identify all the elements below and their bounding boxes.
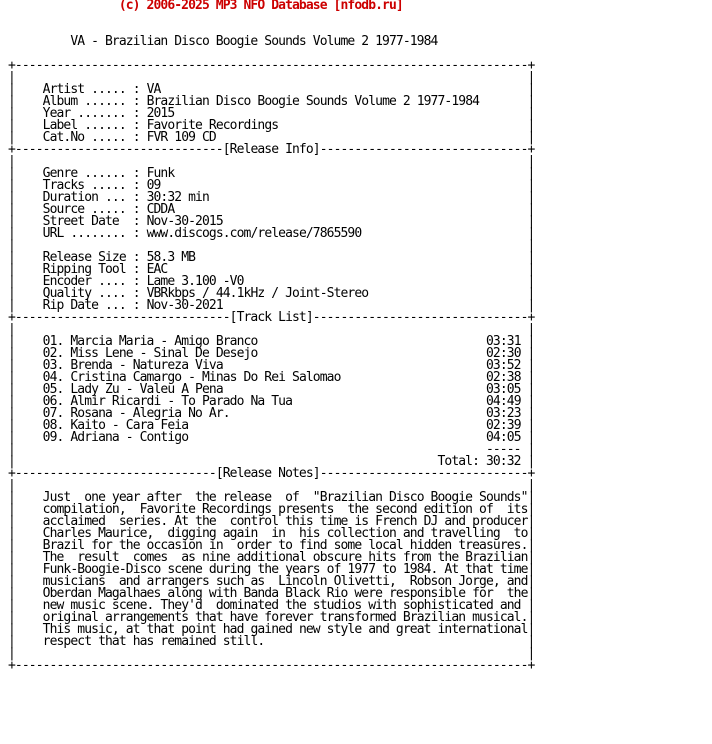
total-separator: ----- xyxy=(485,442,521,457)
notes-line: | original arrangements that have forever transformed Brazilian musical.| xyxy=(8,610,535,625)
section-separator: +------------------------------[Release Info]------------------------------+ xyxy=(8,142,535,157)
info-label: Genre ...... xyxy=(42,166,126,181)
notes-line: | acclaimed series. At the control this time is French DJ and producer| xyxy=(8,514,535,529)
total-separator-line: | ----- | xyxy=(8,442,535,457)
site-banner: (c) 2006-2025 MP3 NFO Database [nfodb.ru] xyxy=(118,0,403,13)
track-duration: 04:05 xyxy=(485,430,521,445)
release-notes-text: respect that has remained still. xyxy=(42,634,265,649)
notes-line: | Brazil for the occasion in order to find some local hidden treasures.| xyxy=(8,538,535,553)
release-notes-text: compilation, Favorite Recordings presents the second edition of its xyxy=(42,502,528,517)
info-value: Brazilian Disco Boogie Sounds Volume 2 1977-1984 xyxy=(146,94,480,109)
track-title: 08. Kaito - Cara Feia xyxy=(42,418,189,433)
release-notes-text: Funk-Boogie-Disco scene during the years of 1977 to 1984. At that time xyxy=(42,562,528,577)
track-title: 05. Lady Zu - Valeu A Pena xyxy=(42,382,223,397)
info-row: | Encoder .... : Lame 3.100 -V0 | xyxy=(8,274,535,289)
blank-line: | | xyxy=(8,238,535,253)
track-title: 02. Miss Lene - Sinal De Desejo xyxy=(42,346,258,361)
title-line xyxy=(8,36,534,48)
notes-line: | new music scene. They'd dominated the studios with sophisticated and | xyxy=(8,598,535,613)
release-notes-text: Just one year after the release of "Brazilian Disco Boogie Sounds" xyxy=(42,490,528,505)
track-row: | 03. Brenda - Natureza Viva 03:52 | xyxy=(8,358,535,373)
info-row: | Year ....... : 2015 | xyxy=(8,106,535,121)
info-value: EAC xyxy=(146,262,168,277)
info-row: | Cat.No ..... : FVR 109 CD | xyxy=(8,130,535,145)
release-notes-text: new music scene. They'd dominated the studios with sophisticated and xyxy=(42,598,521,613)
info-row: | Ripping Tool : EAC | xyxy=(8,262,535,277)
blank-line: | | xyxy=(8,646,535,661)
release-notes-text: This music, at that point had gained new style and great international xyxy=(42,622,528,637)
info-label: Source ..... xyxy=(42,202,126,217)
blank-line xyxy=(8,12,534,24)
track-row: | 07. Rosana - Alegria No Ar. 03:23 | xyxy=(8,406,535,421)
box-border: +--------------------------------------------------------------------------+ xyxy=(8,58,535,73)
track-title: 01. Marcia Maria - Amigo Branco xyxy=(42,334,258,349)
track-title: 04. Cristina Camargo - Minas Do Rei Salomao xyxy=(42,370,341,385)
release-title: VA - Brazilian Disco Boogie Sounds Volume 2 1977-1984 xyxy=(70,34,438,49)
info-label: Album ...... xyxy=(42,94,126,109)
info-row: | Source ..... : CDDA | xyxy=(8,202,535,217)
notes-line: | musicians and arrangers such as Lincoln Olivetti, Robson Jorge, and| xyxy=(8,574,535,589)
info-value: CDDA xyxy=(146,202,175,217)
track-duration: 03:31 xyxy=(485,334,521,349)
info-value: 2015 xyxy=(146,106,175,121)
info-row: | Quality .... : VBRkbps / 44.1kHz / Joint-Stereo | xyxy=(8,286,535,301)
track-list-heading: [Track List] xyxy=(229,310,313,325)
notes-line: | Just one year after the release of "Brazilian Disco Boogie Sounds"| xyxy=(8,490,535,505)
banner-line xyxy=(8,0,534,12)
info-row: | Album ...... : Brazilian Disco Boogie Sounds Volume 2 1977-1984 | xyxy=(8,94,535,109)
info-row: | Label ...... : Favorite Recordings | xyxy=(8,118,535,133)
nfo-document xyxy=(8,0,534,672)
notes-line: | compilation, Favorite Recordings presents the second edition of its| xyxy=(8,502,535,517)
release-notes-text: acclaimed series. At the control this time is French DJ and producer xyxy=(42,514,528,529)
section-separator: +-------------------------------[Track List]-------------------------------+ xyxy=(8,310,535,325)
track-duration: 03:52 xyxy=(485,358,521,373)
release-notes-text: Oberdan Magalhaes along with Banda Black Rio were responsible for the xyxy=(42,586,528,601)
info-label: Ripping Tool xyxy=(42,262,126,277)
track-duration: 04:49 xyxy=(485,394,521,409)
info-value: 58.3 MB xyxy=(146,250,196,265)
info-label: Tracks ..... xyxy=(42,178,126,193)
info-value: VA xyxy=(146,82,161,97)
info-value: 09 xyxy=(146,178,161,193)
track-duration: 02:39 xyxy=(485,418,521,433)
track-duration: 03:05 xyxy=(485,382,521,397)
info-value: VBRkbps / 44.1kHz / Joint-Stereo xyxy=(146,286,369,301)
info-value: Nov-30-2021 xyxy=(146,298,223,313)
track-title: 09. Adriana - Contigo xyxy=(42,430,189,445)
track-title: 06. Almir Ricardi - To Parado Na Tua xyxy=(42,394,293,409)
info-row: | Duration ... : 30:32 min | xyxy=(8,190,535,205)
notes-line: | Funk-Boogie-Disco scene during the years of 1977 to 1984. At that time| xyxy=(8,562,535,577)
info-value: 30:32 min xyxy=(146,190,209,205)
release-info-heading: [Release Info] xyxy=(222,142,320,157)
info-value: Nov-30-2015 xyxy=(146,214,223,229)
track-duration: 02:30 xyxy=(485,346,521,361)
info-row: | Genre ...... : Funk | xyxy=(8,166,535,181)
info-value: FVR 109 CD xyxy=(146,130,216,145)
notes-line: | The result comes as nine additional obscure hits from the Brazilian| xyxy=(8,550,535,565)
release-notes-heading: [Release Notes] xyxy=(215,466,320,481)
track-row: | 08. Kaito - Cara Feia 02:39 | xyxy=(8,418,535,433)
info-label: Duration ... xyxy=(42,190,126,205)
track-duration: 03:23 xyxy=(485,406,521,421)
notes-line: | Charles Maurice, digging again in his collection and travelling to| xyxy=(8,526,535,541)
total-line: | Total: 30:32 | xyxy=(8,454,535,469)
track-row: | 02. Miss Lene - Sinal De Desejo 02:30 | xyxy=(8,346,535,361)
section-separator: +-----------------------------[Release Notes]------------------------------+ xyxy=(8,466,535,481)
blank-line: | | xyxy=(8,154,535,169)
box-border: +--------------------------------------------------------------------------+ xyxy=(8,658,535,673)
info-row: | URL ........ : www.discogs.com/release/7865590 | xyxy=(8,226,535,241)
info-row: | Street Date : Nov-30-2015 | xyxy=(8,214,535,229)
release-notes-text: Charles Maurice, digging again in his collection and travelling to xyxy=(42,526,528,541)
track-row: | 05. Lady Zu - Valeu A Pena 03:05 | xyxy=(8,382,535,397)
info-row: | Tracks ..... : 09 | xyxy=(8,178,535,193)
info-value: Funk xyxy=(146,166,175,181)
track-title: 07. Rosana - Alegria No Ar. xyxy=(42,406,230,421)
track-title: 03. Brenda - Natureza Viva xyxy=(42,358,223,373)
info-row: | Release Size : 58.3 MB | xyxy=(8,250,535,265)
info-label: Rip Date ... xyxy=(42,298,126,313)
track-row: | 09. Adriana - Contigo 04:05 | xyxy=(8,430,535,445)
info-label: Year ....... xyxy=(42,106,126,121)
blank-line: | | xyxy=(8,478,535,493)
release-notes-text: musicians and arrangers such as Lincoln Olivetti, Robson Jorge, and xyxy=(42,574,528,589)
info-row: | Artist ..... : VA | xyxy=(8,82,535,97)
info-value: Lame 3.100 -V0 xyxy=(146,274,244,289)
track-duration: 02:38 xyxy=(485,370,521,385)
info-label: Street Date xyxy=(42,214,126,229)
info-label: Release Size xyxy=(42,250,126,265)
info-label: Label ...... xyxy=(42,118,126,133)
info-row: | Rip Date ... : Nov-30-2021 | xyxy=(8,298,535,313)
notes-line: | respect that has remained still. | xyxy=(8,634,535,649)
info-label: URL ........ xyxy=(42,226,126,241)
track-row: | 01. Marcia Maria - Amigo Branco 03:31 | xyxy=(8,334,535,349)
blank-line: | | xyxy=(8,70,535,85)
release-notes-text: Brazil for the occasion in order to find some local hidden treasures. xyxy=(42,538,528,553)
notes-line: | Oberdan Magalhaes along with Banda Black Rio were responsible for the| xyxy=(8,586,535,601)
info-label: Encoder .... xyxy=(42,274,126,289)
notes-line: | This music, at that point had gained new style and great international| xyxy=(8,622,535,637)
track-row: | 06. Almir Ricardi - To Parado Na Tua 04:49 | xyxy=(8,394,535,409)
blank-line: | | xyxy=(8,322,535,337)
track-row: | 04. Cristina Camargo - Minas Do Rei Salomao 02:38 | xyxy=(8,370,535,385)
info-label: Cat.No ..... xyxy=(42,130,126,145)
info-label: Quality .... xyxy=(42,286,126,301)
info-value: Favorite Recordings xyxy=(146,118,279,133)
info-label: Artist ..... xyxy=(42,82,126,97)
total-duration: Total: 30:32 xyxy=(437,454,521,469)
info-value: www.discogs.com/release/7865590 xyxy=(146,226,362,241)
release-notes-text: The result comes as nine additional obscure hits from the Brazilian xyxy=(42,550,528,565)
release-notes-text: original arrangements that have forever transformed Brazilian musical. xyxy=(42,610,528,625)
